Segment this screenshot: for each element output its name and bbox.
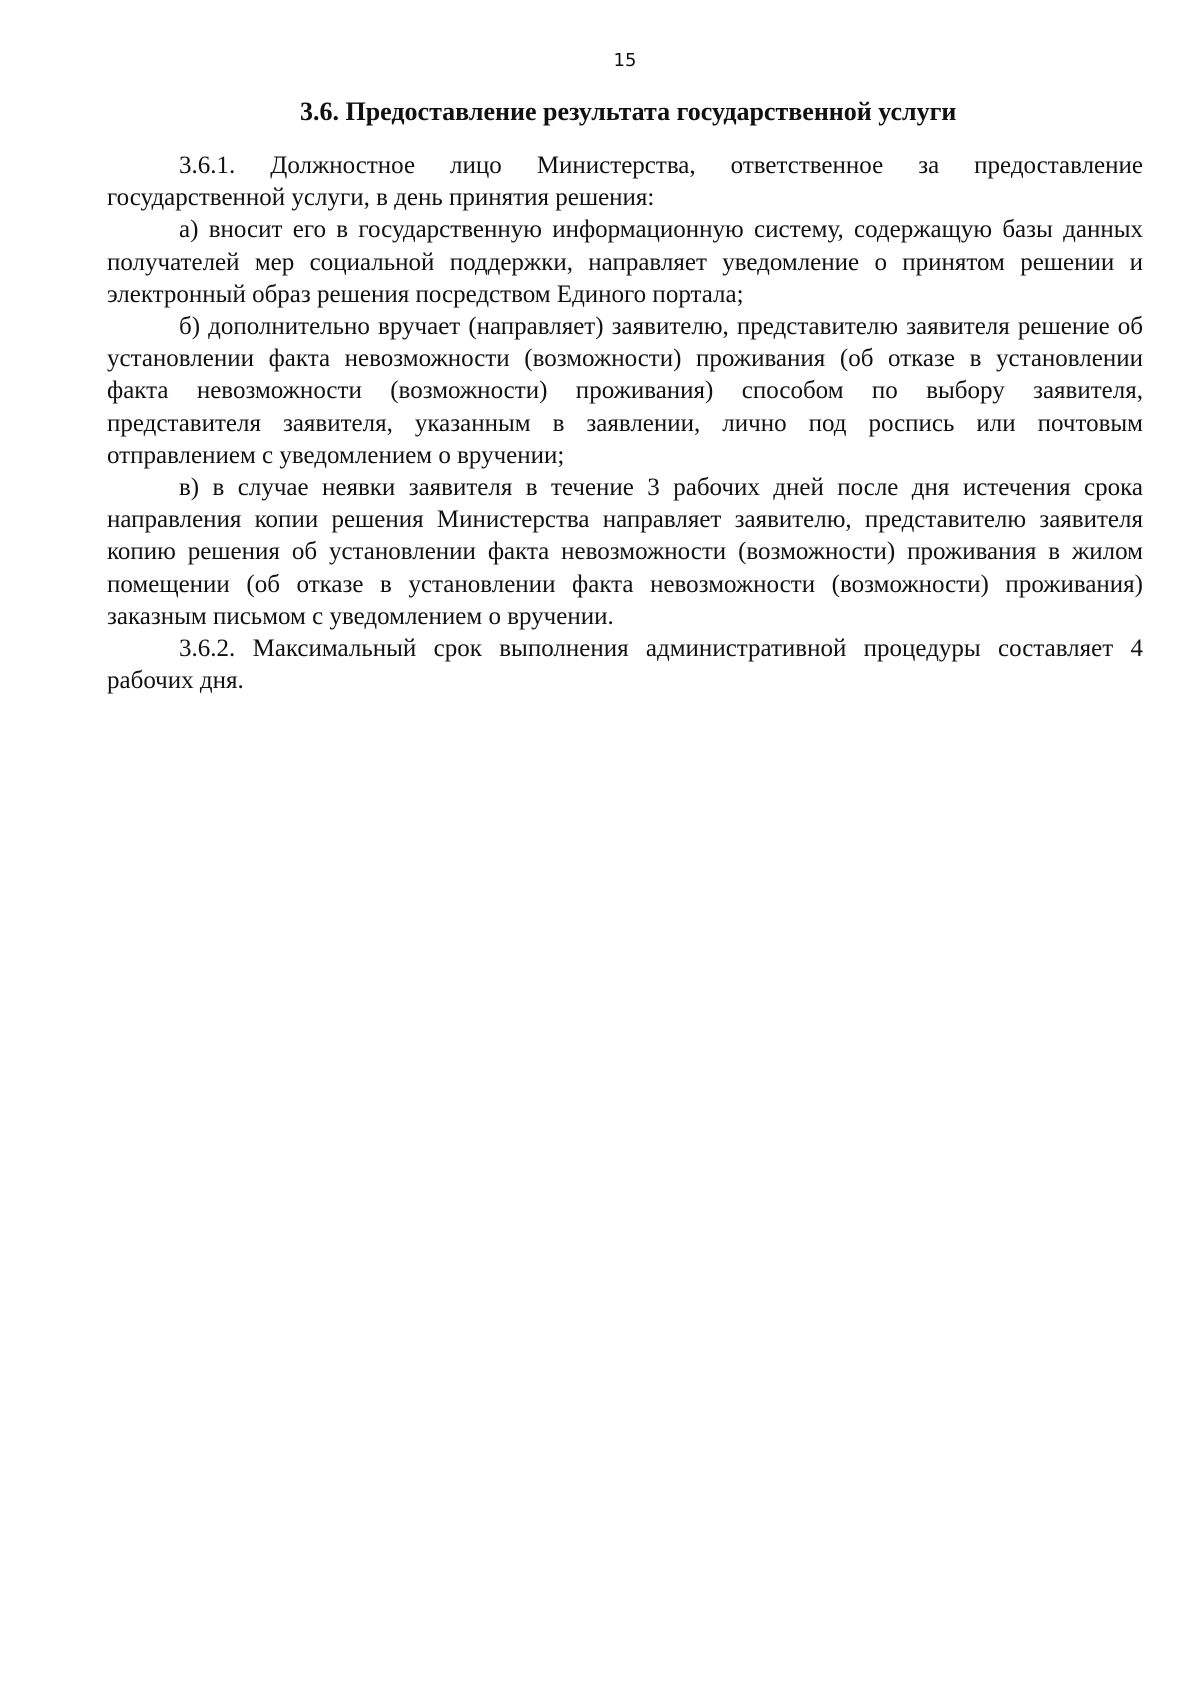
paragraph-3-6-1: 3.6.1. Должностное лицо Министерства, ответственное за предоставление государственной услуги, в день принятия решения: xyxy=(107,152,1143,212)
section-heading: 3.6. Предоставление результата государственной услуги xyxy=(300,97,957,126)
paragraph-item-v: в) в случае неявки заявителя в течение 3 рабочих дней после дня истечения срока направления копии решения Министерства направляет заявителю, представителю заявителя копию решения об установлении факта невозможности (возможности) проживания в жилом помещении (об отказе в установлении факта невозможности (возможности) проживания) заказным письмом с уведомлением о вручении. xyxy=(107,474,1143,630)
paragraph-3-6-2: 3.6.2. Максимальный срок выполнения административной процедуры составляет 4 рабочих дня. xyxy=(107,635,1143,695)
document-body xyxy=(107,96,1143,697)
page-number: 15 xyxy=(613,50,637,71)
paragraph-item-b: б) дополнительно вручает (направляет) заявителю, представителю заявителя решение об установлении факта невозможности (возможности) проживания (об отказе в установлении факта невозможности (возможности) проживания) способом по выбору заявителя, представителя заявителя, указанным в заявлении, лично под роспись или почтовым отправлением с уведомлением о вручении; xyxy=(107,313,1143,469)
paragraph-item-a: а) вносит его в государственную информационную систему, содержащую базы данных получателей мер социальной поддержки, направляет уведомление о принятом решении и электронный образ решения посредством Единого портала; xyxy=(107,216,1143,308)
